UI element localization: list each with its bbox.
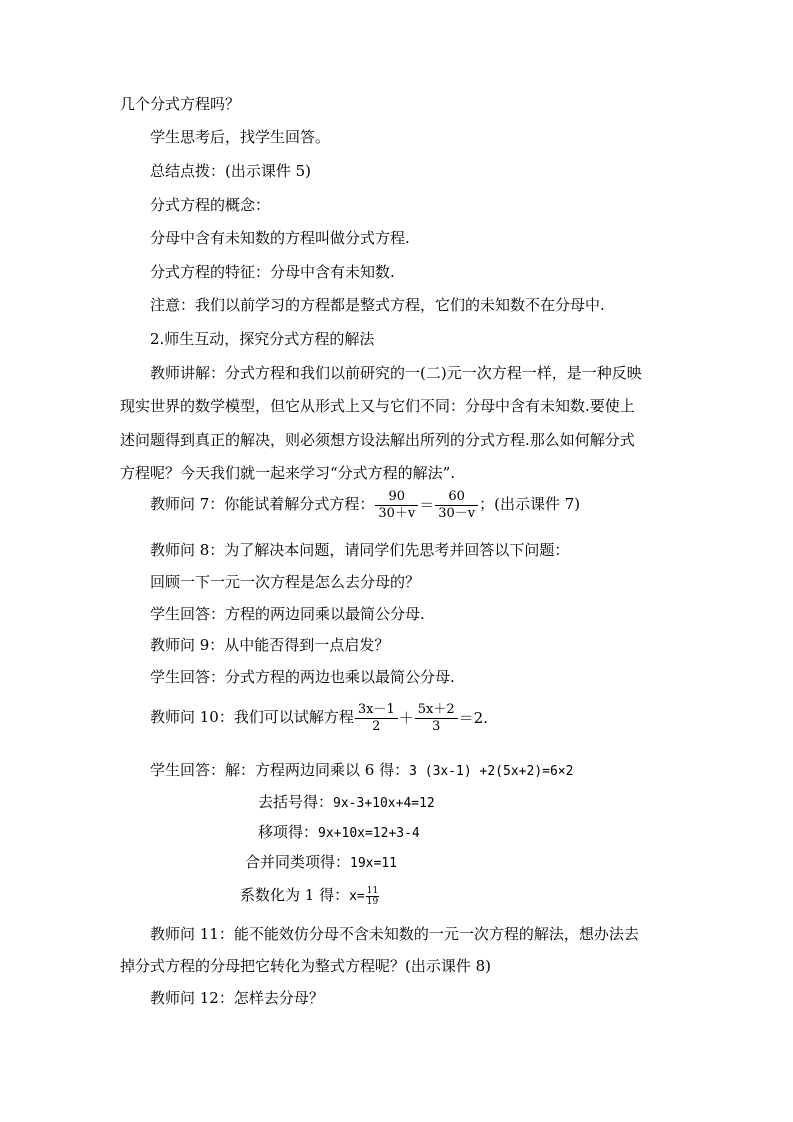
text-line: 教师讲解：分式方程和我们以前研究的一(二)元一次方程一样，是一种反映 xyxy=(150,364,642,382)
solution-step: 去括号得：9x-3+10x+4=12 xyxy=(258,793,435,811)
text-line: 学生思考后，找学生回答。 xyxy=(150,128,331,146)
text-line: 现实世界的数学模型，但它从形式上又与它们不同：分母中含有未知数.要使上 xyxy=(120,397,635,415)
solution-step: 系数化为 1 得：x= $\frac{11}{19}$ xyxy=(240,885,379,907)
text-line: 方程呢？今天我们就一起来学习“分式方程的解法”. xyxy=(120,464,456,482)
text-line: 述问题得到真正的解决，则必须想方设法解出所列的分式方程.那么如何解分式 xyxy=(120,431,635,449)
text-line: 分母中含有未知数的方程叫做分式方程. xyxy=(150,229,410,247)
answer-line: 学生回答：解：方程两边同乘以 6 得：3 (3x-1) +2(5x+2)=6×2 xyxy=(150,761,574,779)
text-line: 分式方程的概念： xyxy=(150,196,271,214)
text-line: 教师问 8：为了解决本问题，请同学们先思考并回答以下问题： xyxy=(150,541,570,559)
fraction: $\frac{5x+2}{3}$ xyxy=(415,702,458,735)
equation-line-q7: 教师问 7：你能试着解分式方程： $\frac{90}{30+v}$ ＝ $\frac{60}{30-v}$ ；(出示课件 7) xyxy=(150,488,581,521)
text-line: 教师问 9：从中能否得到一点启发？ xyxy=(150,636,390,654)
fraction: $\frac{11}{19}$ xyxy=(366,885,379,907)
fraction: $\frac{60}{30-v}$ xyxy=(435,489,478,522)
solution-step: 移项得：9x+10x=12+3-4 xyxy=(258,823,420,841)
text-line: 注意：我们以前学习的方程都是整式方程，它们的未知数不在分母中. xyxy=(150,296,605,314)
fraction: $\frac{3x-1}{2}$ xyxy=(355,702,398,735)
text-line: 总结点拨：(出示课件 5) xyxy=(150,162,312,180)
text-line: 学生回答：分式方程的两边也乘以最简公分母. xyxy=(150,668,455,686)
solution-step: 合并同类项得：19x=11 xyxy=(245,853,397,871)
text-line: 几个分式方程吗？ xyxy=(120,95,241,113)
text-line: 回顾一下一元一次方程是怎么去分母的？ xyxy=(150,573,421,591)
equation-line-q10: 教师问 10：我们可以试解方程 $\frac{3x-1}{2}$ ＋ $\frac{5x+2}{3}$ ＝2. xyxy=(150,701,488,734)
section-heading: 2.师生互动，探究分式方程的解法 xyxy=(150,330,375,348)
text-line: 分式方程的特征：分母中含有未知数. xyxy=(150,263,395,281)
text-line: 掉分式方程的分母把它转化为整式方程呢？(出示课件 8) xyxy=(120,957,492,975)
text-line: 教师问 11：能不能效仿分母不含未知数的一元一次方程的解法，想办法去 xyxy=(150,925,639,943)
text-line: 学生回答：方程的两边同乘以最简公分母. xyxy=(150,605,425,623)
fraction: $\frac{90}{30+v}$ xyxy=(375,489,418,522)
text-line: 教师问 12：怎样去分母？ xyxy=(150,989,324,1007)
